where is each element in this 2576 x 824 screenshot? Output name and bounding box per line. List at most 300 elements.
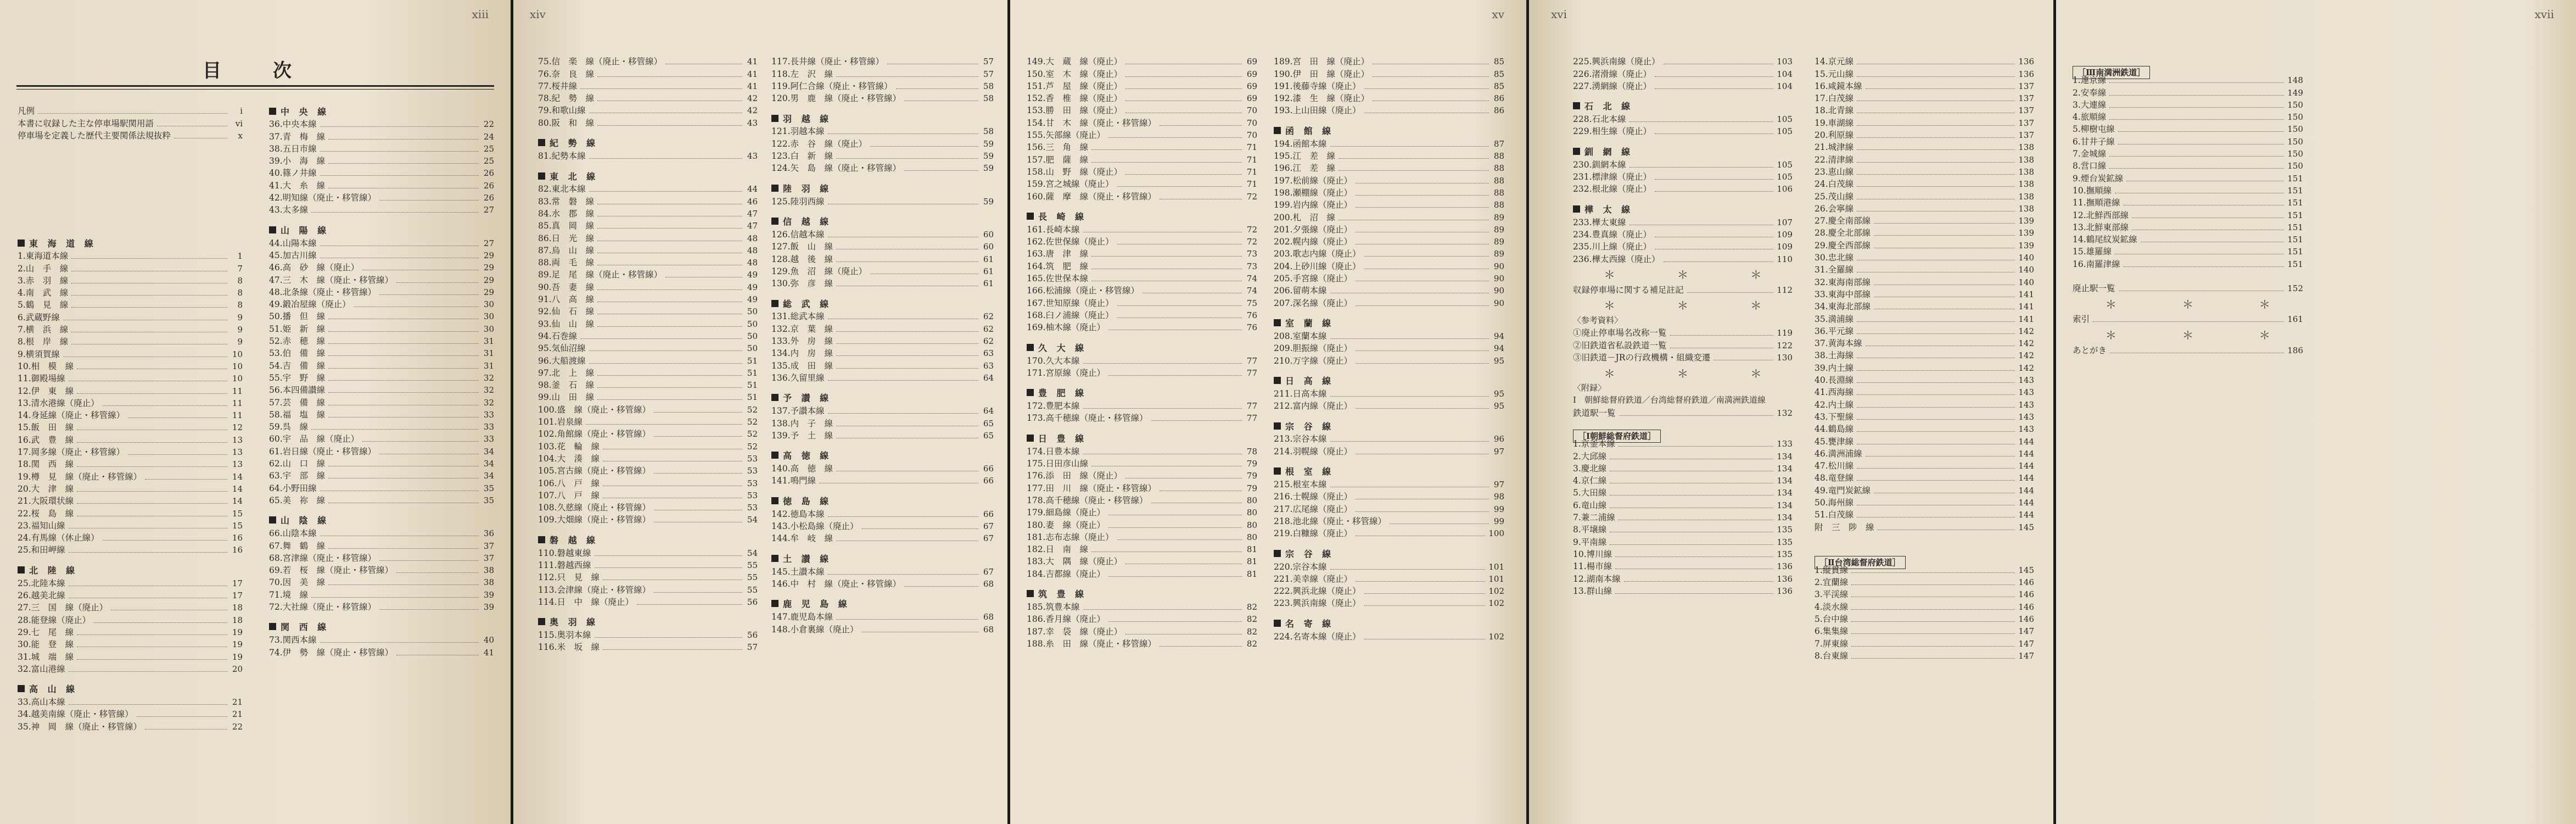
- toc-entry[interactable]: [1815, 129, 2034, 141]
- toc-entry[interactable]: [18, 482, 243, 494]
- toc-entry[interactable]: [1573, 67, 1793, 79]
- toc-entry[interactable]: [771, 265, 994, 277]
- toc-entry[interactable]: [1815, 226, 2034, 238]
- toc-entry[interactable]: [269, 166, 494, 179]
- toc-entry[interactable]: [538, 571, 758, 583]
- toc-entry[interactable]: [1815, 471, 2034, 483]
- toc-entry[interactable]: [269, 469, 494, 481]
- toc-entry[interactable]: [1573, 523, 1793, 535]
- toc-entry[interactable]: [1573, 351, 1793, 363]
- toc-entry[interactable]: [771, 416, 994, 428]
- toc-entry[interactable]: [18, 347, 243, 359]
- toc-entry[interactable]: [1274, 630, 1504, 642]
- toc-entry[interactable]: [269, 527, 494, 539]
- toc-entry[interactable]: [1027, 354, 1257, 366]
- toc-entry[interactable]: [1815, 312, 2034, 324]
- toc-entry[interactable]: [18, 613, 243, 625]
- toc-entry[interactable]: [1274, 490, 1504, 502]
- toc-entry[interactable]: [538, 342, 758, 354]
- toc-entry[interactable]: [18, 494, 243, 506]
- toc-entry[interactable]: [771, 67, 994, 79]
- toc-entry[interactable]: [2073, 221, 2303, 233]
- toc-entry[interactable]: [18, 506, 243, 519]
- toc-entry[interactable]: [269, 420, 494, 432]
- toc-entry[interactable]: [771, 347, 994, 359]
- toc-entry[interactable]: [1573, 462, 1793, 474]
- toc-entry[interactable]: [269, 261, 494, 273]
- toc-entry[interactable]: [1815, 80, 2034, 92]
- toc-entry[interactable]: [538, 439, 758, 452]
- toc-entry[interactable]: [1815, 349, 2034, 361]
- toc-entry[interactable]: [18, 531, 243, 543]
- toc-entry[interactable]: [269, 236, 494, 248]
- toc-entry[interactable]: [771, 507, 994, 519]
- toc-entry[interactable]: [1274, 247, 1504, 259]
- toc-entry[interactable]: [1027, 469, 1257, 481]
- toc-entry[interactable]: [538, 256, 758, 268]
- toc-entry[interactable]: [2073, 147, 2303, 159]
- toc-entry[interactable]: [1027, 67, 1257, 79]
- toc-entry[interactable]: [538, 268, 758, 280]
- toc-entry[interactable]: [538, 219, 758, 231]
- toc-entry[interactable]: [538, 489, 758, 501]
- toc-entry[interactable]: [538, 583, 758, 595]
- toc-entry[interactable]: [1573, 80, 1793, 92]
- toc-entry[interactable]: [1815, 92, 2034, 104]
- toc-entry[interactable]: [771, 610, 994, 622]
- toc-entry[interactable]: [771, 137, 994, 149]
- toc-entry[interactable]: [1815, 337, 2034, 349]
- toc-entry[interactable]: [1274, 330, 1504, 342]
- toc-entry[interactable]: [538, 559, 758, 571]
- toc-entry[interactable]: [538, 366, 758, 378]
- toc-entry[interactable]: [269, 371, 494, 383]
- toc-entry[interactable]: [269, 273, 494, 285]
- toc-entry[interactable]: [771, 322, 994, 334]
- toc-entry[interactable]: [1573, 474, 1793, 486]
- toc-entry[interactable]: [1815, 447, 2034, 459]
- toc-entry[interactable]: [18, 446, 243, 458]
- toc-entry[interactable]: [269, 588, 494, 600]
- toc-entry[interactable]: [538, 244, 758, 256]
- toc-entry[interactable]: [1274, 104, 1504, 116]
- toc-entry[interactable]: [538, 207, 758, 219]
- toc-entry[interactable]: [538, 415, 758, 427]
- toc-entry[interactable]: [771, 194, 994, 207]
- toc-entry[interactable]: [1573, 572, 1793, 584]
- toc-entry[interactable]: [1815, 637, 2034, 649]
- toc-entry[interactable]: [2073, 313, 2303, 325]
- toc-entry[interactable]: [538, 595, 758, 608]
- toc-entry[interactable]: [269, 432, 494, 444]
- toc-entry[interactable]: [1027, 235, 1257, 247]
- toc-entry[interactable]: [1274, 597, 1504, 609]
- toc-entry[interactable]: [18, 601, 243, 613]
- toc-entry[interactable]: [269, 347, 494, 359]
- toc-entry[interactable]: [1274, 80, 1504, 92]
- toc-entry[interactable]: [2073, 196, 2303, 208]
- toc-entry[interactable]: [1027, 444, 1257, 456]
- toc-entry[interactable]: [1274, 149, 1504, 162]
- toc-entry[interactable]: [2073, 233, 2303, 245]
- toc-entry[interactable]: [1274, 284, 1504, 296]
- toc-entry[interactable]: [1027, 55, 1257, 67]
- toc-entry[interactable]: [1027, 247, 1257, 259]
- toc-entry[interactable]: [538, 317, 758, 329]
- toc-entry[interactable]: [269, 118, 494, 130]
- toc-entry[interactable]: [18, 360, 243, 372]
- toc-entry[interactable]: [1274, 502, 1504, 514]
- toc-entry[interactable]: [1573, 548, 1793, 560]
- toc-entry[interactable]: [1274, 198, 1504, 210]
- toc-entry[interactable]: [1274, 527, 1504, 539]
- toc-entry[interactable]: [18, 335, 243, 347]
- toc-entry[interactable]: [269, 249, 494, 261]
- toc-entry[interactable]: [1027, 613, 1257, 625]
- toc-entry[interactable]: [1815, 600, 2034, 612]
- toc-entry[interactable]: [1573, 113, 1793, 125]
- toc-entry[interactable]: [1815, 238, 2034, 250]
- toc-entry[interactable]: [18, 323, 243, 335]
- toc-entry[interactable]: [1027, 104, 1257, 116]
- toc-entry[interactable]: [1027, 457, 1257, 469]
- toc-entry[interactable]: [18, 638, 243, 650]
- toc-entry[interactable]: [269, 481, 494, 493]
- toc-entry[interactable]: [1815, 263, 2034, 275]
- toc-entry[interactable]: [1027, 284, 1257, 296]
- toc-entry[interactable]: [1815, 386, 2034, 398]
- toc-entry[interactable]: [1573, 535, 1793, 547]
- toc-entry[interactable]: [269, 130, 494, 142]
- toc-entry[interactable]: [1573, 560, 1793, 572]
- toc-entry[interactable]: [1815, 116, 2034, 128]
- toc-entry[interactable]: [2073, 257, 2303, 269]
- toc-entry[interactable]: [771, 622, 994, 634]
- toc-entry[interactable]: [1815, 410, 2034, 422]
- toc-entry[interactable]: [18, 458, 243, 470]
- toc-entry[interactable]: [771, 474, 994, 486]
- toc-entry[interactable]: [1027, 223, 1257, 235]
- toc-entry[interactable]: [1815, 300, 2034, 312]
- toc-entry[interactable]: [269, 335, 494, 347]
- toc-entry[interactable]: [1815, 214, 2034, 226]
- toc-entry[interactable]: [538, 354, 758, 366]
- toc-entry[interactable]: [269, 359, 494, 371]
- toc-entry[interactable]: [18, 384, 243, 396]
- toc-entry[interactable]: [1573, 498, 1793, 510]
- toc-entry[interactable]: [1815, 67, 2034, 79]
- toc-entry[interactable]: [1027, 366, 1257, 378]
- toc-entry[interactable]: [1573, 437, 1793, 449]
- toc-entry[interactable]: [1815, 325, 2034, 337]
- toc-entry[interactable]: [771, 125, 994, 137]
- toc-entry[interactable]: [269, 552, 494, 564]
- toc-entry[interactable]: [1027, 600, 1257, 613]
- toc-entry[interactable]: [1573, 338, 1793, 350]
- toc-entry[interactable]: [18, 470, 243, 482]
- toc-entry[interactable]: [1274, 399, 1504, 411]
- toc-entry[interactable]: [269, 310, 494, 322]
- toc-entry[interactable]: [1027, 190, 1257, 202]
- toc-entry[interactable]: [18, 650, 243, 662]
- toc-entry[interactable]: [1274, 354, 1504, 366]
- toc-entry[interactable]: [1274, 162, 1504, 174]
- toc-entry[interactable]: [269, 383, 494, 396]
- toc-entry[interactable]: [269, 645, 494, 658]
- toc-entry[interactable]: [771, 577, 994, 589]
- toc-entry[interactable]: [1027, 153, 1257, 165]
- toc-entry[interactable]: [18, 519, 243, 531]
- toc-entry[interactable]: [1027, 296, 1257, 308]
- toc-entry[interactable]: [269, 444, 494, 456]
- toc-entry[interactable]: [1027, 506, 1257, 518]
- toc-entry[interactable]: [2073, 245, 2303, 257]
- toc-entry[interactable]: [1027, 411, 1257, 424]
- toc-entry[interactable]: [1274, 584, 1504, 597]
- toc-entry[interactable]: [1274, 432, 1504, 444]
- toc-entry[interactable]: [269, 564, 494, 576]
- toc-entry[interactable]: [1027, 309, 1257, 321]
- toc-entry[interactable]: [1573, 125, 1793, 137]
- toc-entry[interactable]: [2073, 159, 2303, 171]
- toc-entry[interactable]: [2073, 171, 2303, 183]
- toc-entry[interactable]: [1027, 531, 1257, 543]
- toc-entry[interactable]: [1274, 55, 1504, 67]
- toc-entry[interactable]: [771, 162, 994, 174]
- toc-entry[interactable]: [18, 397, 243, 409]
- toc-entry[interactable]: [1815, 153, 2034, 165]
- toc-entry[interactable]: [1027, 481, 1257, 493]
- toc-entry[interactable]: [538, 231, 758, 243]
- toc-entry[interactable]: [18, 310, 243, 322]
- toc-entry[interactable]: [1573, 228, 1793, 240]
- toc-entry[interactable]: [1573, 584, 1793, 597]
- toc-entry[interactable]: [1815, 177, 2034, 190]
- toc-entry[interactable]: [2073, 343, 2303, 355]
- toc-entry[interactable]: [1027, 92, 1257, 104]
- toc-entry[interactable]: [1027, 494, 1257, 506]
- toc-entry[interactable]: [18, 249, 243, 261]
- toc-entry[interactable]: [771, 228, 994, 240]
- toc-entry[interactable]: [269, 298, 494, 310]
- toc-entry[interactable]: [1027, 567, 1257, 579]
- toc-entry[interactable]: [1573, 486, 1793, 498]
- toc-entry[interactable]: [1027, 543, 1257, 555]
- toc-entry[interactable]: [771, 404, 994, 416]
- toc-entry[interactable]: [1027, 259, 1257, 271]
- toc-entry[interactable]: [1274, 478, 1504, 490]
- toc-entry[interactable]: [1815, 564, 2034, 576]
- toc-entry[interactable]: [771, 429, 994, 441]
- toc-entry[interactable]: [18, 372, 243, 384]
- toc-entry[interactable]: [538, 280, 758, 292]
- toc-entry[interactable]: [1274, 296, 1504, 308]
- toc-entry[interactable]: [538, 476, 758, 488]
- toc-entry[interactable]: [1815, 649, 2034, 661]
- toc-entry[interactable]: [1815, 141, 2034, 153]
- toc-entry[interactable]: [538, 501, 758, 513]
- toc-entry[interactable]: [269, 576, 494, 588]
- toc-entry[interactable]: [1274, 92, 1504, 104]
- toc-entry[interactable]: [1573, 55, 1793, 67]
- toc-entry[interactable]: [2073, 135, 2303, 147]
- toc-entry[interactable]: [18, 261, 243, 274]
- toc-entry[interactable]: [18, 116, 243, 129]
- toc-entry[interactable]: [1027, 165, 1257, 177]
- toc-entry[interactable]: [2073, 282, 2303, 294]
- toc-entry[interactable]: [1573, 215, 1793, 227]
- toc-entry[interactable]: [269, 154, 494, 166]
- toc-entry[interactable]: [1815, 459, 2034, 471]
- toc-entry[interactable]: [538, 182, 758, 194]
- toc-entry[interactable]: [538, 403, 758, 415]
- toc-entry[interactable]: [2073, 184, 2303, 196]
- toc-entry[interactable]: [269, 191, 494, 203]
- toc-entry[interactable]: [1573, 252, 1793, 264]
- toc-entry[interactable]: [1274, 342, 1504, 354]
- toc-entry[interactable]: [1027, 272, 1257, 284]
- toc-entry[interactable]: [1815, 520, 2034, 532]
- toc-entry[interactable]: [18, 274, 243, 286]
- toc-entry[interactable]: [269, 408, 494, 420]
- toc-entry[interactable]: [18, 695, 243, 708]
- toc-entry[interactable]: [538, 513, 758, 525]
- toc-entry[interactable]: [538, 80, 758, 92]
- toc-entry[interactable]: [1027, 518, 1257, 530]
- toc-entry[interactable]: [1027, 321, 1257, 333]
- toc-entry[interactable]: [771, 55, 994, 67]
- toc-entry[interactable]: [771, 565, 994, 577]
- toc-entry[interactable]: [1027, 625, 1257, 637]
- toc-entry[interactable]: [1573, 240, 1793, 252]
- toc-entry[interactable]: [1815, 625, 2034, 637]
- toc-entry[interactable]: [771, 359, 994, 371]
- toc-entry[interactable]: [771, 80, 994, 92]
- toc-entry[interactable]: [538, 293, 758, 305]
- toc-entry[interactable]: [1573, 158, 1793, 170]
- toc-entry[interactable]: [1027, 116, 1257, 128]
- toc-entry[interactable]: [18, 104, 243, 116]
- toc-entry[interactable]: [1274, 272, 1504, 284]
- toc-entry[interactable]: [771, 532, 994, 544]
- toc-entry[interactable]: [1274, 572, 1504, 584]
- toc-entry[interactable]: [18, 626, 243, 638]
- toc-entry[interactable]: [269, 600, 494, 613]
- toc-entry[interactable]: [1815, 374, 2034, 386]
- toc-entry[interactable]: [1815, 588, 2034, 600]
- toc-entry[interactable]: [2073, 110, 2303, 123]
- toc-entry[interactable]: [18, 286, 243, 298]
- toc-entry[interactable]: [538, 378, 758, 391]
- toc-entry[interactable]: [269, 179, 494, 191]
- toc-entry[interactable]: [1573, 182, 1793, 194]
- toc-entry[interactable]: [538, 452, 758, 464]
- toc-entry[interactable]: [1815, 576, 2034, 588]
- toc-entry[interactable]: [771, 252, 994, 264]
- toc-entry[interactable]: [1573, 449, 1793, 461]
- toc-entry[interactable]: [1815, 251, 2034, 263]
- toc-entry[interactable]: [771, 371, 994, 383]
- toc-entry[interactable]: [771, 240, 994, 252]
- toc-entry[interactable]: [538, 116, 758, 128]
- toc-entry[interactable]: [269, 457, 494, 469]
- toc-entry[interactable]: [538, 391, 758, 403]
- toc-entry[interactable]: [1815, 104, 2034, 116]
- toc-entry[interactable]: [1027, 141, 1257, 153]
- toc-entry[interactable]: [2073, 98, 2303, 110]
- toc-entry[interactable]: [1815, 398, 2034, 410]
- toc-entry[interactable]: [18, 543, 243, 555]
- toc-entry[interactable]: [1815, 55, 2034, 67]
- toc-entry[interactable]: [1815, 190, 2034, 202]
- toc-entry[interactable]: [1815, 288, 2034, 300]
- toc-entry[interactable]: [538, 628, 758, 641]
- toc-entry[interactable]: [771, 149, 994, 162]
- toc-entry[interactable]: [538, 149, 758, 162]
- toc-entry[interactable]: [538, 67, 758, 79]
- toc-entry[interactable]: [2073, 123, 2303, 135]
- toc-entry[interactable]: [18, 662, 243, 675]
- toc-entry[interactable]: [771, 277, 994, 289]
- toc-entry[interactable]: [1027, 555, 1257, 567]
- toc-entry[interactable]: [1274, 560, 1504, 572]
- toc-entry[interactable]: [1573, 326, 1793, 338]
- toc-entry[interactable]: [269, 539, 494, 551]
- toc-entry[interactable]: [1274, 444, 1504, 456]
- toc-entry[interactable]: [1274, 235, 1504, 247]
- toc-entry[interactable]: [1274, 210, 1504, 222]
- toc-entry[interactable]: [269, 396, 494, 408]
- toc-entry[interactable]: [18, 433, 243, 445]
- toc-entry[interactable]: [2073, 208, 2303, 220]
- toc-entry[interactable]: [18, 129, 243, 141]
- toc-entry[interactable]: [1274, 137, 1504, 149]
- toc-entry[interactable]: [18, 576, 243, 588]
- toc-entry[interactable]: [18, 421, 243, 433]
- toc-entry[interactable]: [538, 464, 758, 476]
- toc-entry[interactable]: [1815, 496, 2034, 508]
- toc-entry[interactable]: [269, 142, 494, 154]
- toc-entry[interactable]: [18, 708, 243, 720]
- toc-entry[interactable]: [1815, 613, 2034, 625]
- toc-entry[interactable]: [1573, 283, 1793, 296]
- toc-entry[interactable]: [269, 494, 494, 506]
- toc-entry[interactable]: [771, 92, 994, 104]
- toc-entry[interactable]: [1815, 275, 2034, 287]
- toc-entry[interactable]: [1573, 511, 1793, 523]
- toc-entry[interactable]: [1274, 186, 1504, 198]
- toc-entry[interactable]: [1573, 170, 1793, 182]
- toc-entry[interactable]: [538, 641, 758, 653]
- toc-entry[interactable]: [18, 720, 243, 732]
- toc-entry[interactable]: [1274, 67, 1504, 79]
- toc-entry[interactable]: [538, 55, 758, 67]
- toc-entry[interactable]: [1815, 508, 2034, 520]
- toc-entry[interactable]: [771, 462, 994, 474]
- toc-entry[interactable]: [269, 633, 494, 645]
- toc-entry[interactable]: [771, 310, 994, 322]
- toc-entry[interactable]: [771, 520, 994, 532]
- toc-entry[interactable]: [1274, 223, 1504, 235]
- toc-entry[interactable]: [538, 305, 758, 317]
- toc-entry[interactable]: [1027, 637, 1257, 649]
- toc-entry[interactable]: [538, 546, 758, 558]
- toc-entry[interactable]: [1815, 165, 2034, 177]
- toc-entry[interactable]: [1573, 407, 1793, 419]
- toc-entry[interactable]: [538, 92, 758, 104]
- toc-entry[interactable]: [1815, 422, 2034, 435]
- toc-entry[interactable]: [1274, 259, 1504, 271]
